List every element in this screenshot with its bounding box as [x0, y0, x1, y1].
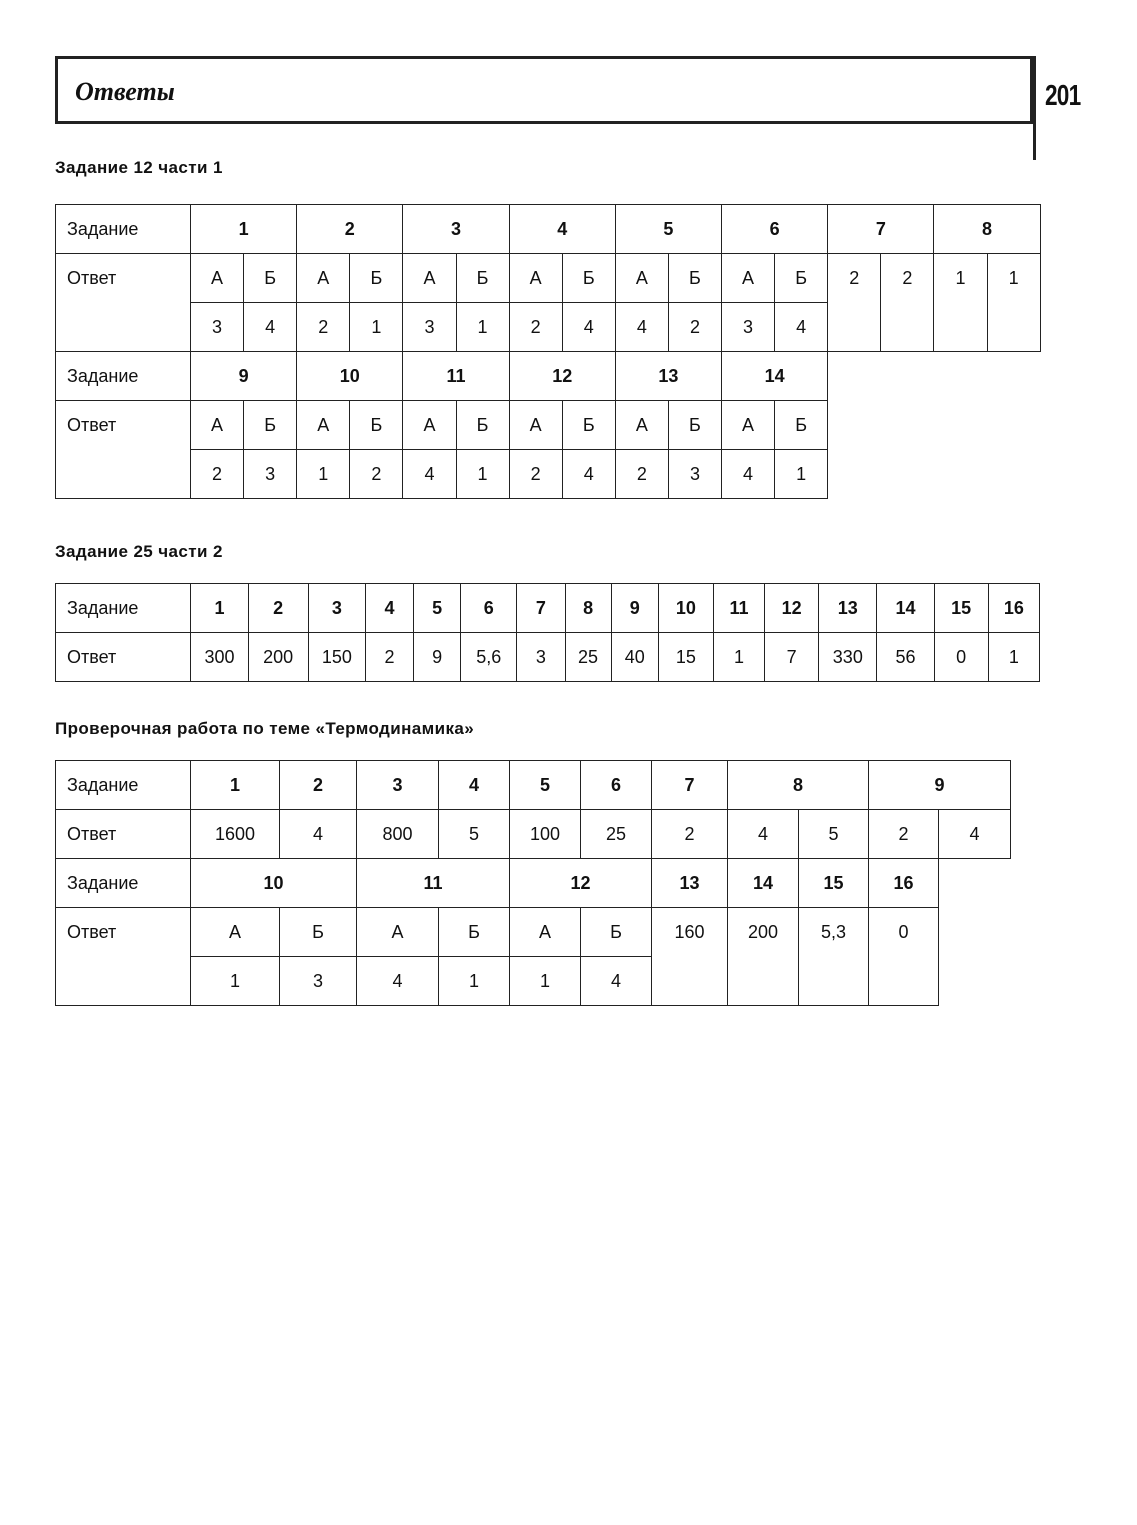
subpart-letter: Б — [775, 254, 828, 303]
task-number: 8 — [565, 584, 611, 633]
task-number: 11 — [403, 352, 509, 401]
task-number: 12 — [510, 859, 652, 908]
task-number: 16 — [869, 859, 939, 908]
task-number: 11 — [713, 584, 764, 633]
task-number: 8 — [728, 761, 869, 810]
answer-value: 5,6 — [461, 633, 517, 682]
subpart-letter: Б — [562, 254, 615, 303]
task-number: 16 — [988, 584, 1039, 633]
task-number: 10 — [658, 584, 713, 633]
answer-value: 4 — [562, 450, 615, 499]
answer-value: 150 — [308, 633, 365, 682]
row-label-task: Задание — [56, 859, 191, 908]
task-number: 6 — [581, 761, 652, 810]
page-header — [55, 56, 1033, 124]
answer-value: 4 — [403, 450, 456, 499]
task-number: 10 — [191, 859, 357, 908]
table-row — [56, 633, 1040, 682]
subpart-letter: Б — [775, 401, 828, 450]
answer-value: 56 — [877, 633, 934, 682]
table-row — [56, 352, 1041, 401]
answer-value: 4 — [562, 303, 615, 352]
subpart-letter: А — [403, 254, 456, 303]
subpart-letter: А — [510, 908, 581, 957]
answers-table-3 — [55, 760, 1011, 1006]
header-divider — [1033, 56, 1036, 160]
row-label-answer: Ответ — [56, 254, 191, 352]
task-number: 3 — [403, 205, 509, 254]
answer-value: 40 — [611, 633, 658, 682]
table-row — [56, 859, 1011, 908]
answer-value: 1 — [350, 303, 403, 352]
answer-value: 4 — [722, 450, 775, 499]
subpart-letter: А — [722, 401, 775, 450]
answer-value: 3 — [517, 633, 565, 682]
task-number: 3 — [357, 761, 439, 810]
table-row — [56, 810, 1011, 859]
task-number: 6 — [461, 584, 517, 633]
task-number: 13 — [615, 352, 721, 401]
row-label-task: Задание — [56, 352, 191, 401]
section-title-2: Задание 25 части 2 — [55, 542, 223, 561]
task-number: 2 — [248, 584, 308, 633]
table-row — [56, 401, 1041, 450]
page-number: 201 — [1045, 80, 1081, 112]
task-number: 14 — [877, 584, 934, 633]
subpart-letter: А — [357, 908, 439, 957]
task-number: 11 — [357, 859, 510, 908]
answer-value: 1 — [456, 303, 509, 352]
task-number: 4 — [439, 761, 510, 810]
answer-value: 100 — [510, 810, 581, 859]
answer-value: 1 — [987, 254, 1040, 352]
answers-table-2 — [55, 583, 1040, 682]
task-number: 8 — [934, 205, 1040, 254]
answer-value: 1 — [988, 633, 1039, 682]
answer-value: 3 — [191, 303, 244, 352]
answer-value: 5 — [439, 810, 510, 859]
empty-space — [939, 859, 1011, 908]
subpart-letter: А — [615, 401, 668, 450]
subpart-letter: Б — [350, 401, 403, 450]
answer-value: 0 — [869, 908, 939, 1006]
subpart-letter: Б — [562, 401, 615, 450]
task-number: 15 — [934, 584, 988, 633]
answer-value: 2 — [350, 450, 403, 499]
task-number: 5 — [615, 205, 721, 254]
row-label-task: Задание — [56, 584, 191, 633]
task-number: 1 — [191, 205, 297, 254]
answer-value: 1 — [934, 254, 987, 352]
row-label-answer: Ответ — [56, 908, 191, 1006]
answer-value: 3 — [403, 303, 456, 352]
answers-table-1 — [55, 204, 1041, 499]
answer-value: 300 — [191, 633, 248, 682]
task-number: 14 — [728, 859, 799, 908]
task-number: 1 — [191, 584, 248, 633]
task-number: 10 — [297, 352, 403, 401]
subpart-letter: А — [297, 254, 350, 303]
task-number: 3 — [308, 584, 365, 633]
section-title-3: Проверочная работа по теме «Термодинамика» — [55, 719, 475, 738]
row-label-answer: Ответ — [56, 810, 191, 859]
answer-value: 2 — [509, 303, 562, 352]
subpart-letter: А — [191, 908, 280, 957]
task-number: 15 — [799, 859, 869, 908]
answer-value: 2 — [615, 450, 668, 499]
subpart-letter: Б — [439, 908, 510, 957]
answer-value: 25 — [581, 810, 652, 859]
answer-value: 1 — [713, 633, 764, 682]
answer-value: 3 — [722, 303, 775, 352]
answer-value: 1 — [297, 450, 350, 499]
empty-space — [939, 908, 1011, 1006]
answer-value: 1600 — [191, 810, 280, 859]
task-number: 7 — [828, 205, 934, 254]
answer-value: 3 — [668, 450, 721, 499]
answer-value: 2 — [297, 303, 350, 352]
empty-space — [828, 401, 1040, 499]
task-number: 1 — [191, 761, 280, 810]
answer-value: 4 — [581, 957, 652, 1006]
answer-value: 2 — [191, 450, 244, 499]
task-number: 9 — [869, 761, 1011, 810]
task-number: 13 — [819, 584, 877, 633]
subpart-letter: Б — [668, 254, 721, 303]
subpart-letter: А — [297, 401, 350, 450]
answer-value: 200 — [248, 633, 308, 682]
answer-value: 4 — [939, 810, 1011, 859]
subpart-letter: Б — [456, 401, 509, 450]
task-number: 13 — [652, 859, 728, 908]
empty-space — [828, 352, 1040, 401]
answer-value: 0 — [934, 633, 988, 682]
answer-value: 2 — [828, 254, 881, 352]
task-number: 12 — [509, 352, 615, 401]
answer-value: 2 — [869, 810, 939, 859]
subpart-letter: Б — [456, 254, 509, 303]
answer-value: 1 — [191, 957, 280, 1006]
row-label-answer: Ответ — [56, 401, 191, 499]
answer-value: 800 — [357, 810, 439, 859]
table-row — [56, 761, 1011, 810]
task-number: 7 — [652, 761, 728, 810]
subpart-letter: Б — [668, 401, 721, 450]
subpart-letter: Б — [244, 401, 297, 450]
answer-value: 4 — [775, 303, 828, 352]
answer-value: 1 — [510, 957, 581, 1006]
answer-value: 1 — [439, 957, 510, 1006]
task-number: 6 — [722, 205, 828, 254]
answer-value: 2 — [881, 254, 934, 352]
subpart-letter: А — [191, 401, 244, 450]
subpart-letter: А — [722, 254, 775, 303]
row-label-task: Задание — [56, 205, 191, 254]
subpart-letter: Б — [280, 908, 357, 957]
task-number: 5 — [414, 584, 461, 633]
answer-value: 2 — [668, 303, 721, 352]
row-label-answer: Ответ — [56, 633, 191, 682]
answer-value: 1 — [456, 450, 509, 499]
task-number: 4 — [365, 584, 413, 633]
answer-value: 330 — [819, 633, 877, 682]
answer-value: 3 — [244, 450, 297, 499]
answer-value: 4 — [357, 957, 439, 1006]
subpart-letter: Б — [581, 908, 652, 957]
task-number: 9 — [611, 584, 658, 633]
answer-value: 25 — [565, 633, 611, 682]
answer-value: 200 — [728, 908, 799, 1006]
table-row — [56, 205, 1041, 254]
answer-value: 4 — [728, 810, 799, 859]
subpart-letter: А — [509, 254, 562, 303]
answer-value: 4 — [280, 810, 357, 859]
task-number: 14 — [722, 352, 828, 401]
page-title: Ответы — [75, 77, 175, 106]
subpart-letter: Б — [244, 254, 297, 303]
table-row — [56, 908, 1011, 957]
table-row — [56, 584, 1040, 633]
answer-value: 5 — [799, 810, 869, 859]
answer-value: 160 — [652, 908, 728, 1006]
subpart-letter: А — [615, 254, 668, 303]
answer-value: 3 — [280, 957, 357, 1006]
task-number: 12 — [765, 584, 819, 633]
task-number: 5 — [510, 761, 581, 810]
task-number: 9 — [191, 352, 297, 401]
task-number: 2 — [297, 205, 403, 254]
task-number: 7 — [517, 584, 565, 633]
answer-value: 9 — [414, 633, 461, 682]
answer-value: 4 — [244, 303, 297, 352]
answer-value: 2 — [365, 633, 413, 682]
answer-value: 15 — [658, 633, 713, 682]
subpart-letter: А — [191, 254, 244, 303]
answer-value: 5,3 — [799, 908, 869, 1006]
section-title-1: Задание 12 части 1 — [55, 158, 223, 177]
answer-value: 1 — [775, 450, 828, 499]
subpart-letter: А — [509, 401, 562, 450]
answer-value: 4 — [615, 303, 668, 352]
answer-value: 2 — [509, 450, 562, 499]
row-label-task: Задание — [56, 761, 191, 810]
task-number: 2 — [280, 761, 357, 810]
answer-value: 2 — [652, 810, 728, 859]
table-row — [56, 254, 1041, 303]
subpart-letter: Б — [350, 254, 403, 303]
task-number: 4 — [509, 205, 615, 254]
subpart-letter: А — [403, 401, 456, 450]
answer-value: 7 — [765, 633, 819, 682]
